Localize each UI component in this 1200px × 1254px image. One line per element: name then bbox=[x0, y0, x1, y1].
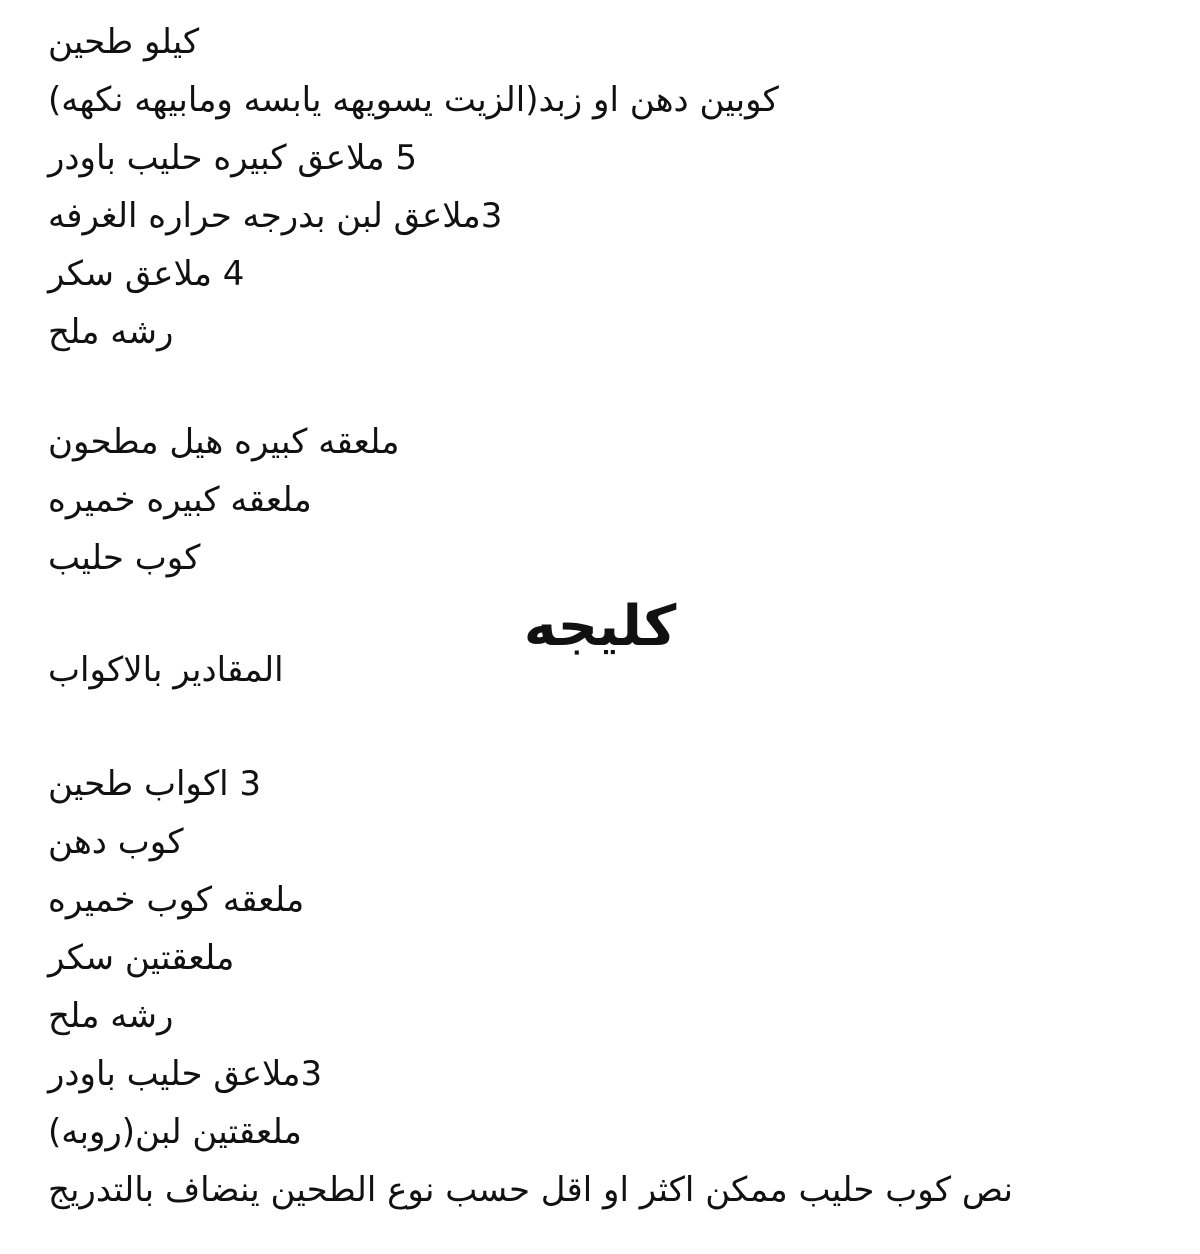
ingredient-line: ملعقه كبيره هيل مطحون bbox=[48, 422, 400, 462]
ingredient-line: كوب دهن bbox=[48, 822, 184, 862]
ingredient-line: رشه ملح bbox=[48, 312, 174, 352]
ingredient-line: نص كوب حليب ممكن اكثر او اقل حسب نوع الطحين ينضاف بالتدريج bbox=[48, 1170, 1013, 1210]
ingredient-line: 3 اكواب طحين bbox=[48, 764, 262, 804]
measure-note: المقادير بالاكواب bbox=[48, 650, 284, 690]
recipe-title: كليجه bbox=[523, 594, 677, 659]
ingredient-line: ملعقه كوب خميره bbox=[48, 880, 305, 920]
ingredient-line: رشه ملح bbox=[48, 996, 174, 1036]
ingredient-line: ملعقتين سكر bbox=[48, 938, 235, 978]
ingredient-line: ملعقتين لبن(روبه) bbox=[48, 1112, 302, 1152]
ingredient-line: كيلو طحين bbox=[48, 22, 200, 62]
ingredient-line: 3ملاعق حليب باودر bbox=[48, 1054, 323, 1094]
ingredient-line: كوب حليب bbox=[48, 538, 201, 578]
ingredient-line: كوبين دهن او زبد(الزيت يسويهه يابسه ومابيهه نكهه) bbox=[48, 80, 779, 120]
ingredient-line: 5 ملاعق كبيره حليب باودر bbox=[48, 138, 418, 178]
ingredient-line: ملعقه كبيره خميره bbox=[48, 480, 312, 520]
ingredient-line: 4 ملاعق سكر bbox=[48, 254, 245, 294]
ingredient-line: 3ملاعق لبن بدرجه حراره الغرفه bbox=[48, 196, 503, 236]
